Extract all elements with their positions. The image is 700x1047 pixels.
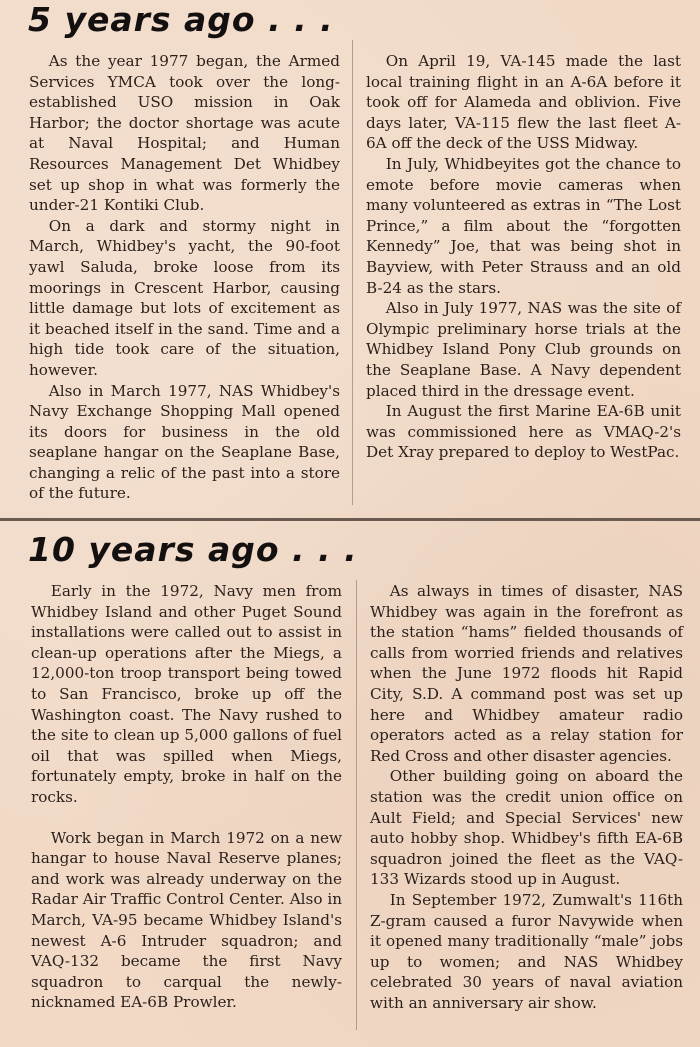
- column-divider: [356, 580, 357, 1030]
- paragraph: Also in March 1977, NAS Whidbey's Navy Exchange Shopping Mall opened its doors for business in the old seaplane hangar on the Seaplane Base, changing a relic of the past into a store of the future.: [29, 381, 340, 503]
- column-divider: [352, 40, 353, 505]
- paragraph: As always in times of disaster, NAS Whidbey was again in the forefront as the station “hams” fielded thousands of calls from worried friends and relatives when the June 1972 floods hit Rapid City, S.D. A command post was set up here and Whidbey amateur radio operators acted as a relay station for Red Cross and other disaster agencies.: [370, 582, 683, 765]
- paragraph: On a dark and stormy night in March, Whidbey's yacht, the 90-foot yawl Saluda, broke loose from its moorings in Crescent Harbor, causing little damage but lots of excitement as it beached itself in the sand. Time and a high tide took care of the situation, however.: [29, 216, 340, 379]
- article-column-right: [366, 51, 681, 463]
- paragraph: On April 19, VA-145 made the last local training flight in an A-6A before it took off for Alameda and oblivion. Five days later, VA-115 flew the last fleet A-6A off the deck of the USS Midway.: [366, 52, 681, 153]
- paragraph: Work began in March 1972 on a new hangar to house Naval Reserve planes; and work was already underway on the Radar Air Traffic Control Center. Also in March, VA-95 became Whidbey Island's newest A-6 Intruder squadron; and VAQ-132 became the first Navy squadron to carqual the newly-nicknamed EA-6B Prowler.: [31, 828, 342, 1012]
- article-column-right: [370, 581, 683, 1013]
- paragraph: Also in July 1977, NAS was the site of Olympic preliminary horse trials at the Whidbey Island Pony Club grounds on the Seaplane Base. A Navy dependent placed third in the dressage event.: [366, 299, 681, 400]
- paragraph: Early in the 1972, Navy men from Whidbey Island and other Puget Sound installations were called out to assist in clean-up operations after the Miegs, a 12,000-ton troop transport being towed to San Francisco, broke up off the Washington coast. The Navy rushed to the site to clean up 5,000 gallons of fuel oil that was spilled when Miegs, fortunately empty, broke in half on the rocks.: [31, 582, 342, 806]
- article-column-left: [31, 581, 342, 1013]
- section-divider: [0, 518, 700, 521]
- section-heading-10-years: 10 years ago . . .: [28, 530, 358, 569]
- paragraph: As the year 1977 began, the Armed Services YMCA took over the long-established USO mission in Oak Harbor; the doctor shortage was acute at Naval Hospital; and Human Resources Management Det Whidbey set up shop in what was formerly the under-21 Kontiki Club.: [29, 52, 340, 215]
- paragraph: In August the first Marine EA-6B unit was commissioned here as VMAQ-2's Det Xray prepared to deploy to WestPac.: [366, 402, 681, 462]
- paragraph: In July, Whidbeyites got the chance to emote before movie cameras when many volunteered as extras in “The Lost Prince,” a film about the “forgotten Kennedy” Joe, that was being shot in Bayview, with Peter Strauss and an old B-24 as the stars.: [366, 154, 681, 297]
- paragraph: In September 1972, Zumwalt's 116th Z-gram caused a furor Navywide when it opened many traditionally “male” jobs up to women; and NAS Whidbey celebrated 30 years of naval aviation with an anniversary air show.: [370, 890, 683, 1012]
- paragraph: Other building going on aboard the station was the credit union office on Ault Field; and Special Services' new auto hobby shop. Whidbey's fifth EA-6B squadron joined the fleet as the VAQ-133 Wizards stood up in August.: [370, 767, 683, 889]
- section-heading-5-years: 5 years ago . . .: [28, 0, 334, 39]
- article-column-left: [29, 51, 340, 504]
